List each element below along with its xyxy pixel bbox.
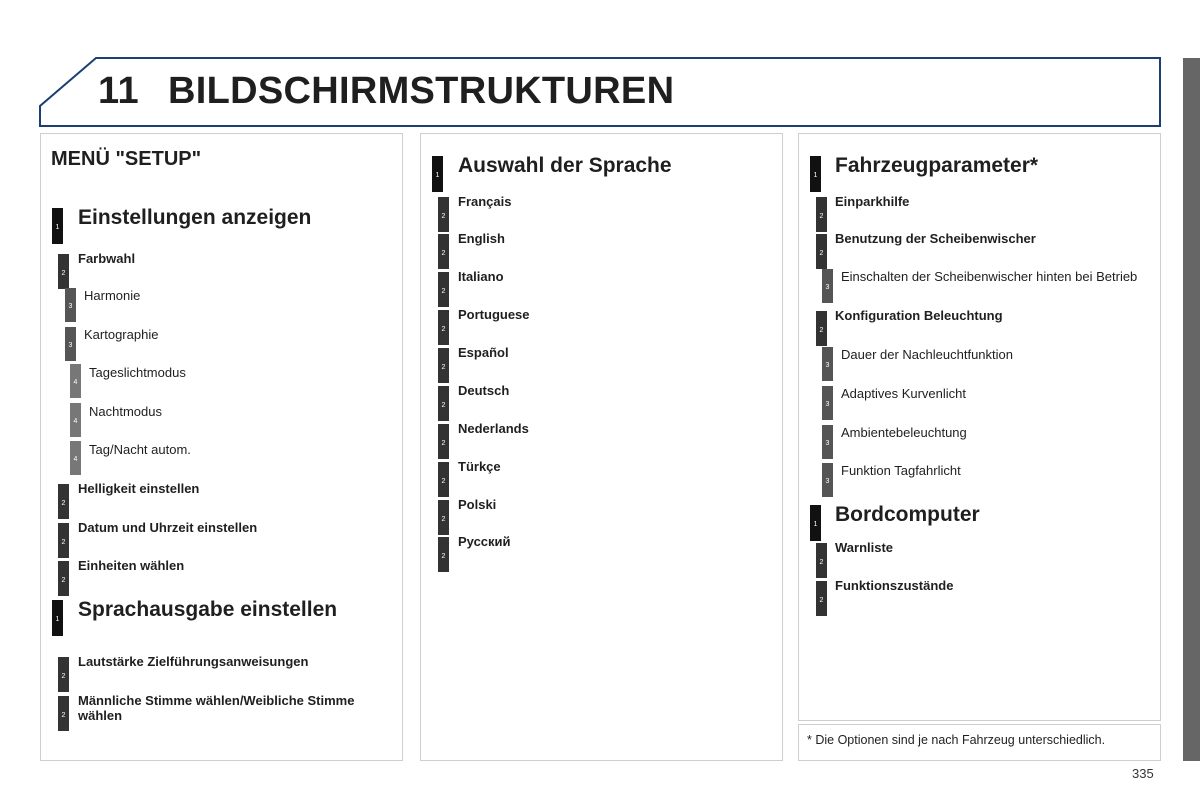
level-3-marker [822, 347, 833, 381]
menu-entry-level-2 [41, 655, 386, 693]
level-number: 1 [435, 172, 440, 179]
menu-entry-level-1 [799, 154, 1144, 192]
level-2-marker [438, 462, 449, 497]
level-number: 3 [68, 303, 73, 310]
level-number: 2 [61, 499, 66, 507]
page-number: 335 [1132, 766, 1154, 781]
level-1-marker [52, 600, 63, 636]
menu-entry-level-2 [421, 460, 766, 498]
level-number: 1 [813, 172, 818, 179]
level-1-marker [432, 156, 443, 192]
menu-entry-level-2 [799, 579, 1144, 617]
level-2-marker [58, 484, 69, 519]
level-number: 2 [441, 552, 446, 560]
entry-label: Datum und Uhrzeit einstellen [78, 520, 258, 535]
level-2-marker [438, 272, 449, 307]
level-2-marker [438, 234, 449, 269]
level-number: 2 [441, 325, 446, 333]
level-2-marker [816, 311, 827, 346]
level-2-marker [58, 254, 69, 289]
level-3-marker [65, 327, 76, 361]
menu-entry-level-3 [799, 426, 1144, 464]
level-number: 2 [441, 515, 446, 523]
level-2-marker [816, 234, 827, 269]
level-number: 2 [441, 477, 446, 485]
menu-entry-level-2 [799, 541, 1144, 579]
level-number: 2 [819, 558, 824, 566]
level-number: 1 [55, 224, 60, 231]
level-number: 3 [825, 362, 830, 369]
menu-entry-level-4 [41, 443, 386, 481]
entry-label: Deutsch [458, 383, 510, 398]
entry-label: Bordcomputer [835, 503, 980, 526]
entry-label: Kartographie [84, 327, 159, 342]
level-2-marker [438, 386, 449, 421]
menu-entry-level-1 [41, 598, 386, 636]
menu-entry-level-4 [41, 405, 386, 443]
level-number: 2 [819, 212, 824, 220]
entry-label: Benutzung der Scheibenwischer [835, 231, 1036, 246]
level-2-marker [438, 348, 449, 383]
level-number: 2 [61, 711, 66, 719]
footnote-text: * Die Optionen sind je nach Fahrzeug unterschiedlich. [807, 733, 1106, 747]
entry-label: Einschalten der Scheibenwischer hinten bei Betrieb [841, 269, 1138, 284]
level-3-marker [822, 425, 833, 459]
level-number: 4 [73, 456, 78, 463]
level-number: 2 [61, 576, 66, 584]
level-1-marker [810, 156, 821, 192]
entry-label: Auswahl der Sprache [458, 154, 672, 177]
entry-label: Français [458, 194, 512, 209]
entry-label: Tag/Nacht autom. [89, 442, 191, 457]
menu-title: MENÜ "SETUP" [51, 148, 202, 170]
level-number: 1 [55, 616, 60, 623]
level-number: 3 [825, 440, 830, 447]
menu-entry-level-2 [799, 309, 1144, 347]
entry-label: Nederlands [458, 421, 529, 436]
level-1-marker [52, 208, 63, 244]
entry-label: Einstellungen anzeigen [78, 206, 312, 229]
level-number: 2 [441, 363, 446, 371]
level-3-marker [65, 288, 76, 322]
level-2-marker [58, 561, 69, 596]
menu-entry-level-2 [41, 482, 386, 520]
level-number: 2 [441, 249, 446, 257]
level-1-marker [810, 505, 821, 541]
level-number: 1 [813, 521, 818, 528]
menu-entry-level-1 [799, 503, 1144, 541]
menu-entry-level-1 [41, 206, 386, 244]
entry-label: Lautstärke Zielführungsanweisungen [78, 654, 309, 669]
entry-label: Sprachausgabe einstellen [78, 598, 338, 621]
entry-label: Warnliste [835, 540, 894, 555]
level-number: 4 [73, 418, 78, 425]
level-3-marker [822, 386, 833, 420]
entry-label: Ambientebeleuchtung [841, 425, 967, 440]
entry-label: Polski [458, 497, 497, 512]
level-number: 2 [819, 596, 824, 604]
menu-entry-level-2 [421, 270, 766, 308]
entry-label: Türkçe [458, 459, 501, 474]
entry-label: Funktionszustände [835, 578, 954, 593]
menu-entry-level-2 [41, 252, 386, 290]
setup-menu-panel [40, 133, 403, 761]
level-number: 3 [68, 342, 73, 349]
chapter-title: BILDSCHIRMSTRUKTUREN [168, 70, 675, 112]
level-4-marker [70, 364, 81, 398]
entry-label: English [458, 231, 505, 246]
chapter-number: 11 [98, 70, 140, 112]
entry-label: Nachtmodus [89, 404, 162, 419]
level-3-marker [822, 463, 833, 497]
menu-entry-level-3 [799, 464, 1144, 502]
level-number: 2 [61, 672, 66, 680]
level-2-marker [438, 500, 449, 535]
level-number: 3 [825, 401, 830, 408]
level-number: 2 [61, 269, 66, 277]
entry-label: Farbwahl [78, 251, 136, 266]
menu-entry-level-3 [41, 328, 386, 366]
level-2-marker [438, 537, 449, 572]
level-number: 4 [73, 379, 78, 386]
language-panel [420, 133, 783, 761]
entry-label: Fahrzeugparameter* [835, 154, 1039, 177]
level-number: 2 [819, 326, 824, 334]
level-2-marker [816, 197, 827, 232]
level-number: 3 [825, 284, 830, 291]
level-2-marker [816, 581, 827, 616]
menu-entry-level-2 [41, 521, 386, 559]
menu-entry-level-3 [41, 289, 386, 327]
menu-entry-level-2 [421, 535, 766, 573]
entry-label: Español [458, 345, 509, 360]
level-3-marker [822, 269, 833, 303]
level-2-marker [438, 197, 449, 232]
entry-label: Helligkeit einstellen [78, 481, 200, 496]
menu-entry-level-2 [799, 232, 1144, 270]
level-number: 2 [819, 249, 824, 257]
menu-entry-level-2 [421, 232, 766, 270]
menu-entry-level-2 [421, 195, 766, 233]
vehicle-parameters-panel [798, 133, 1161, 721]
level-number: 2 [441, 439, 446, 447]
entry-label: Tageslichtmodus [89, 365, 186, 380]
menu-entry-level-3 [799, 270, 1144, 308]
footnote-box [798, 724, 1161, 761]
menu-entry-level-3 [799, 387, 1144, 425]
entry-label: Einparkhilfe [835, 194, 910, 209]
entry-label: Männliche Stimme wählen/Weibliche Stimme wählen [78, 693, 355, 723]
level-number: 2 [61, 538, 66, 546]
level-number: 2 [441, 212, 446, 220]
entry-label: Русский [458, 534, 511, 549]
menu-entry-level-4 [41, 366, 386, 404]
level-2-marker [58, 696, 69, 731]
level-2-marker [58, 657, 69, 692]
menu-entry-level-2 [421, 384, 766, 422]
level-number: 2 [441, 287, 446, 295]
entry-label: Konfiguration Beleuchtung [835, 308, 1003, 323]
level-4-marker [70, 403, 81, 437]
level-number: 2 [441, 401, 446, 409]
level-2-marker [438, 310, 449, 345]
menu-entry-level-2 [421, 422, 766, 460]
menu-entry-level-2 [41, 559, 386, 597]
level-number: 3 [825, 478, 830, 485]
menu-entry-level-2 [421, 308, 766, 346]
menu-entry-level-2 [799, 195, 1144, 233]
menu-entry-level-3 [799, 348, 1144, 386]
menu-entry-level-1 [421, 154, 766, 192]
level-2-marker [58, 523, 69, 558]
menu-entry-level-2 [421, 498, 766, 536]
entry-label: Funktion Tagfahrlicht [841, 463, 961, 478]
level-4-marker [70, 441, 81, 475]
menu-entry-level-2 [421, 346, 766, 384]
entry-label: Italiano [458, 269, 504, 284]
level-2-marker [438, 424, 449, 459]
entry-label: Adaptives Kurvenlicht [841, 386, 967, 401]
entry-label: Dauer der Nachleuchtfunktion [841, 347, 1013, 362]
chapter-side-tab [1183, 58, 1200, 761]
entry-label: Einheiten wählen [78, 558, 185, 573]
menu-entry-level-2 [41, 694, 386, 732]
entry-label: Portuguese [458, 307, 530, 322]
entry-label: Harmonie [84, 288, 141, 303]
level-2-marker [816, 543, 827, 578]
